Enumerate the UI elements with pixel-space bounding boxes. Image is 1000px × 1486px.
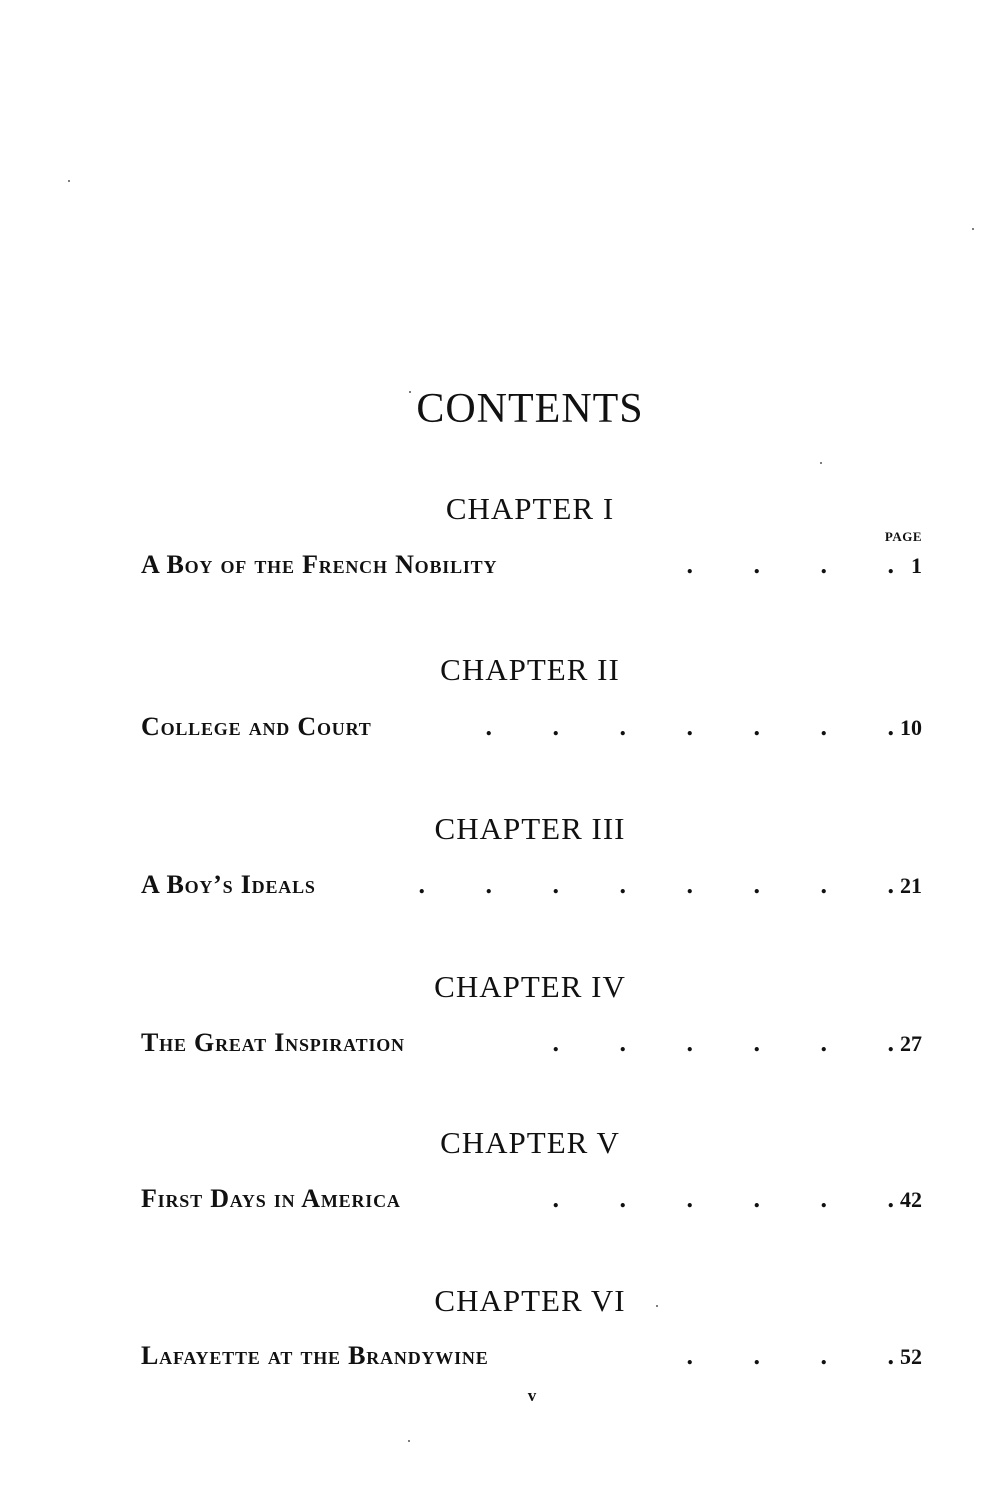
entry-page-number: 1: [911, 553, 922, 578]
chapter-heading: CHAPTER I: [445, 491, 615, 526]
toc-entry[interactable]: [141, 1028, 922, 1058]
paper-speck: [972, 228, 974, 230]
chapter-heading: CHAPTER V: [440, 1125, 620, 1160]
dot-leader: . . . .: [686, 550, 894, 579]
entry-page-number: 52: [900, 1344, 922, 1369]
entry-page-number: 21: [900, 873, 922, 898]
entry-title: A Boy of the French Nobility: [141, 550, 498, 579]
chapter-heading: CHAPTER IV: [434, 969, 626, 1004]
entry-title: Lafayette at the Brandywine: [141, 1341, 489, 1370]
paper-speck: [820, 462, 822, 464]
toc-entry[interactable]: [141, 1341, 922, 1371]
toc-entry[interactable]: [141, 712, 922, 742]
page-column-label: PAGE: [884, 529, 922, 544]
chapter-heading: CHAPTER III: [434, 811, 626, 846]
paper-speck: [408, 1440, 410, 1442]
dot-leader: . . . . . . .: [485, 712, 894, 741]
folio-page-number: v: [527, 1386, 537, 1405]
dot-leader: . . . . . .: [552, 1184, 894, 1213]
entry-title: College and Court: [141, 712, 372, 741]
entry-page-number: 10: [900, 715, 922, 740]
entry-title: A Boy’s Ideals: [141, 870, 316, 899]
toc-entry[interactable]: [141, 1184, 922, 1214]
toc-entry[interactable]: [141, 870, 922, 900]
chapter-heading: CHAPTER II: [440, 652, 620, 687]
entry-page-number: 42: [900, 1187, 922, 1212]
paper-speck: [68, 180, 70, 182]
dot-leader: . . . . . .: [552, 1028, 894, 1057]
entry-title: First Days in America: [141, 1184, 401, 1213]
dot-leader: . . . .: [686, 1341, 894, 1370]
entry-page-number: 27: [900, 1031, 922, 1056]
entry-title: The Great Inspiration: [141, 1028, 405, 1057]
toc-entry[interactable]: [141, 550, 922, 580]
chapter-heading: CHAPTER VI: [434, 1283, 626, 1318]
contents-title: CONTENTS: [416, 386, 644, 432]
dot-leader: . . . . . . . .: [418, 870, 894, 899]
